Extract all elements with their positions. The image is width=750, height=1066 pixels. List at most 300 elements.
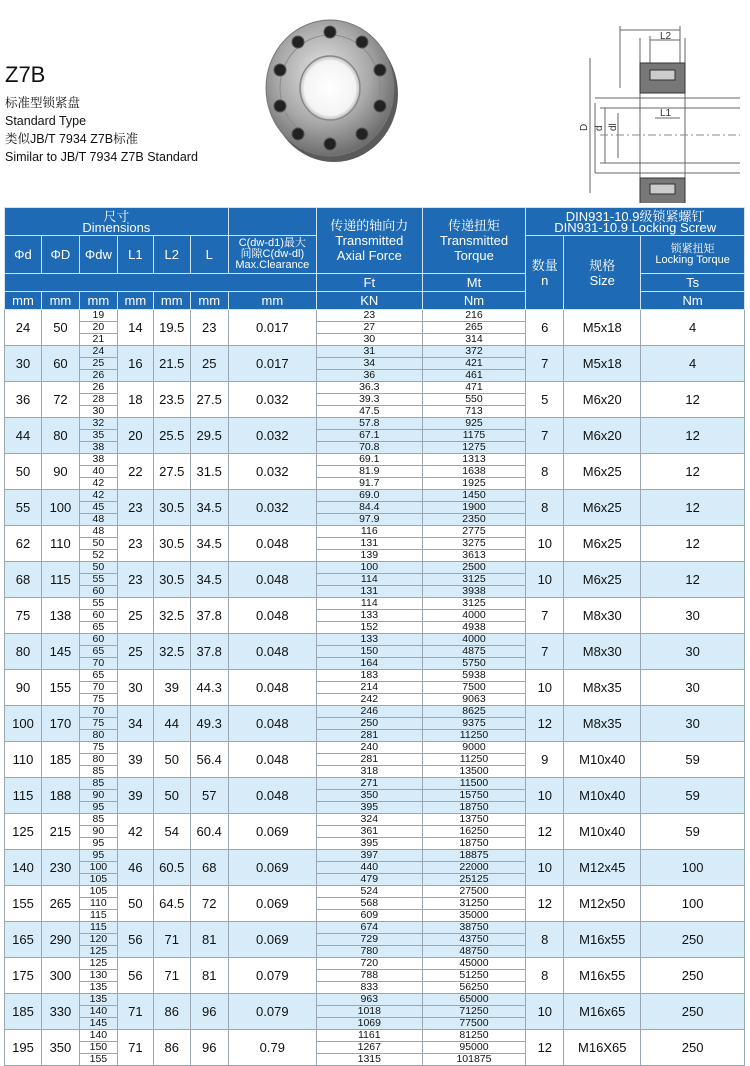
cell-mt-value: 4938	[462, 621, 486, 633]
cell-ts: 4	[641, 310, 745, 346]
cell-ft-value: 164	[360, 657, 379, 669]
cell-mt-value: 1313	[423, 454, 526, 466]
cell-L: 96	[190, 1030, 228, 1066]
cell-ft	[316, 922, 422, 958]
cell-mt-value: 31250	[423, 898, 526, 910]
cell-mt	[422, 418, 526, 454]
cell-L1: 16	[117, 346, 153, 382]
cell-clearance: 0.079	[228, 958, 316, 994]
cell-dw-value: 85	[80, 814, 117, 826]
cell-ft	[316, 742, 422, 778]
cell-d: 90	[5, 670, 42, 706]
cell-qty: 5	[526, 382, 564, 418]
cell-D: 350	[41, 1030, 79, 1066]
cell-dw-value: 55	[80, 574, 117, 586]
cell-ft	[316, 562, 422, 598]
cell-d: 50	[5, 454, 42, 490]
cell-ft	[316, 490, 422, 526]
table-row	[5, 562, 745, 598]
cell-ft	[316, 634, 422, 670]
desc-line-en-type: Standard Type	[5, 114, 87, 128]
cell-L: 81	[190, 922, 228, 958]
cell-L: 60.4	[190, 814, 228, 850]
cell-qty: 10	[526, 526, 564, 562]
cell-L2: 23.5	[153, 382, 190, 418]
cell-mt	[422, 850, 526, 886]
table-row	[5, 742, 745, 778]
cell-qty: 8	[526, 922, 564, 958]
qty-cn: 数量	[531, 257, 558, 273]
cell-dw-value: 155	[89, 1053, 108, 1065]
cell-ft-value: 350	[317, 790, 422, 802]
cell-dw-value: 50	[80, 538, 117, 550]
cell-L2: 32.5	[153, 634, 190, 670]
cell-dw-value: 110	[80, 898, 117, 910]
cell-dw-value: 60	[80, 634, 117, 646]
torque-cn: 传递扭矩	[447, 218, 500, 233]
cell-dw	[79, 562, 117, 598]
cell-qty: 10	[526, 850, 564, 886]
cell-ts: 12	[641, 418, 745, 454]
col-size	[564, 236, 641, 310]
desc-line-cn-type: 标准型锁紧盘	[5, 96, 81, 110]
cell-L: 27.5	[190, 382, 228, 418]
cell-qty: 7	[526, 418, 564, 454]
cell-ft-value: 36	[363, 369, 376, 381]
cell-dw-value: 75	[80, 718, 117, 730]
col-D: ΦD	[41, 236, 79, 274]
cell-ts: 30	[641, 598, 745, 634]
cell-dw-value: 45	[80, 502, 117, 514]
cell-dw-value: 95	[92, 837, 105, 849]
cell-dw-value: 105	[80, 886, 117, 898]
cell-mt-value: 2500	[423, 562, 526, 574]
cell-dw-value: 75	[80, 742, 117, 754]
cell-mt-value: 7500	[423, 682, 526, 694]
cell-ts: 30	[641, 670, 745, 706]
cell-ft	[316, 346, 422, 382]
cell-D: 115	[41, 562, 79, 598]
cell-d: 125	[5, 814, 42, 850]
clear-cn2: 间隙C(dw-dl)	[240, 248, 305, 260]
cell-D: 290	[41, 922, 79, 958]
cell-ft	[316, 850, 422, 886]
label-d1: dl	[608, 123, 619, 131]
cell-mt-value: 22000	[423, 862, 526, 874]
cell-d: 175	[5, 958, 42, 994]
cell-D: 110	[41, 526, 79, 562]
cell-mt-value: 13500	[459, 765, 489, 777]
cell-mt	[422, 598, 526, 634]
cell-mt-value: 550	[423, 394, 526, 406]
cell-mt-value: 9063	[462, 693, 486, 705]
cell-ft-value: 963	[317, 994, 422, 1006]
cell-qty: 7	[526, 598, 564, 634]
cell-dw	[79, 634, 117, 670]
cell-clearance: 0.069	[228, 814, 316, 850]
cell-ft-value: 780	[360, 945, 379, 957]
cell-d: 68	[5, 562, 42, 598]
cell-ft-value: 271	[317, 778, 422, 790]
cell-clearance: 0.069	[228, 886, 316, 922]
cell-ft	[316, 598, 422, 634]
cell-clearance: 0.048	[228, 742, 316, 778]
unit-L2: mm	[153, 292, 190, 310]
cell-qty: 12	[526, 886, 564, 922]
spec-table-body	[5, 310, 745, 1066]
cell-dw-value: 80	[80, 754, 117, 766]
table-row	[5, 382, 745, 418]
screw-cn: DIN931-10.9级锁紧螺钉	[565, 208, 705, 224]
cell-dw-value: 55	[80, 598, 117, 610]
table-row	[5, 598, 745, 634]
cell-mt-value: 713	[465, 405, 483, 417]
cell-ft-value: 1161	[317, 1030, 422, 1042]
cell-size: M6x25	[564, 562, 641, 598]
cell-ft-value: 30	[363, 333, 376, 345]
cell-clearance: 0.048	[228, 526, 316, 562]
cell-mt-value: 3613	[462, 549, 486, 561]
cell-dw-value: 85	[80, 778, 117, 790]
cell-mt-value: 38750	[423, 922, 526, 934]
cell-mt-value: 35000	[459, 909, 489, 921]
cell-dw-value: 24	[80, 346, 117, 358]
cell-d: 24	[5, 310, 42, 346]
cell-mt-value: 81250	[423, 1030, 526, 1042]
cell-ft-value: 116	[317, 526, 422, 538]
cell-size: M8x30	[564, 634, 641, 670]
cell-size: M6x25	[564, 526, 641, 562]
cell-ts: 4	[641, 346, 745, 382]
cell-D: 50	[41, 310, 79, 346]
cell-clearance: 0.069	[228, 850, 316, 886]
cell-mt-value: 421	[423, 358, 526, 370]
cell-mt-value: 1275	[462, 441, 486, 453]
cell-mt	[422, 670, 526, 706]
cell-qty: 7	[526, 634, 564, 670]
cell-L2: 50	[153, 778, 190, 814]
cell-ts: 250	[641, 994, 745, 1030]
cell-mt-value: 1175	[423, 430, 526, 442]
cell-dw-value: 80	[92, 729, 105, 741]
unit-dw: mm	[79, 292, 117, 310]
cell-ts: 12	[641, 454, 745, 490]
cell-L1: 22	[117, 454, 153, 490]
cell-ft	[316, 670, 422, 706]
cell-dw-value: 140	[80, 1030, 117, 1042]
lt-en: Locking Torque	[655, 253, 730, 266]
cell-qty: 8	[526, 490, 564, 526]
cell-d: 80	[5, 634, 42, 670]
table-row	[5, 346, 745, 382]
cell-mt-value: 461	[465, 369, 483, 381]
cell-L2: 30.5	[153, 562, 190, 598]
cell-dw-value: 135	[80, 994, 117, 1006]
cell-dw-value: 125	[80, 958, 117, 970]
cell-size: M5x18	[564, 346, 641, 382]
cell-mt-value: 77500	[459, 1017, 489, 1029]
cell-size: M16x65	[564, 994, 641, 1030]
cell-mt-value: 372	[423, 346, 526, 358]
spec-table	[4, 207, 745, 1066]
cell-ts: 12	[641, 526, 745, 562]
cell-dw-value: 48	[92, 513, 105, 525]
cell-L2: 32.5	[153, 598, 190, 634]
cell-dw-value: 38	[80, 454, 117, 466]
cell-dw-value: 48	[80, 526, 117, 538]
cell-dw-value: 125	[89, 945, 108, 957]
cell-L2: 39	[153, 670, 190, 706]
cell-dw	[79, 310, 117, 346]
cell-ts: 250	[641, 958, 745, 994]
cell-clearance: 0.032	[228, 454, 316, 490]
cell-qty: 8	[526, 454, 564, 490]
cell-ts: 30	[641, 706, 745, 742]
cell-size: M6x20	[564, 382, 641, 418]
cell-ts: 59	[641, 814, 745, 850]
cell-mt-value: 16250	[423, 826, 526, 838]
cell-d: 155	[5, 886, 42, 922]
col-d: Φd	[5, 236, 42, 274]
cell-ft-value: 70.8	[359, 441, 380, 453]
cell-L1: 25	[117, 598, 153, 634]
cell-ft-value: 133	[317, 610, 422, 622]
col-L1: L1	[117, 236, 153, 274]
col-L2: L2	[153, 236, 190, 274]
col-dw: Φdw	[79, 236, 117, 274]
cell-dw-value: 70	[80, 682, 117, 694]
cell-dw-value: 42	[92, 477, 105, 489]
cell-mt	[422, 490, 526, 526]
cell-L: 25	[190, 346, 228, 382]
cell-size: M6x20	[564, 418, 641, 454]
cell-ft-value: 150	[317, 646, 422, 658]
cell-mt-value: 4875	[423, 646, 526, 658]
cell-mt	[422, 742, 526, 778]
cell-L: 29.5	[190, 418, 228, 454]
cell-mt-value: 314	[465, 333, 483, 345]
cell-dw	[79, 958, 117, 994]
cell-ft-value: 318	[360, 765, 379, 777]
table-row	[5, 490, 745, 526]
cell-ft-value: 1018	[317, 1006, 422, 1018]
cell-dw-value: 65	[92, 621, 105, 633]
cell-L1: 23	[117, 526, 153, 562]
size-cn: 规格	[589, 257, 616, 273]
cell-ft-value: 97.9	[359, 513, 380, 525]
cell-size: M6x25	[564, 490, 641, 526]
cell-ft-value: 133	[317, 634, 422, 646]
cell-ft-value: 788	[317, 970, 422, 982]
cell-d: 75	[5, 598, 42, 634]
table-row	[5, 814, 745, 850]
cell-ft-value: 246	[317, 706, 422, 718]
cell-ft-value: 131	[317, 538, 422, 550]
cell-size: M8x35	[564, 706, 641, 742]
cell-mt-value: 1450	[423, 490, 526, 502]
unit-mt: Nm	[422, 292, 526, 310]
cell-dw-value: 95	[92, 801, 105, 813]
cell-clearance: 0.069	[228, 922, 316, 958]
cell-clearance: 0.048	[228, 598, 316, 634]
cell-ft-value: 1069	[357, 1017, 381, 1029]
cell-ft	[316, 886, 422, 922]
cell-size: M16X65	[564, 1030, 641, 1066]
table-row	[5, 526, 745, 562]
cell-dw-value: 32	[80, 418, 117, 430]
cell-mt	[422, 886, 526, 922]
cell-ft-value: 397	[317, 850, 422, 862]
cell-L1: 30	[117, 670, 153, 706]
cell-ft-value: 67.1	[317, 430, 422, 442]
cell-ft-value: 361	[317, 826, 422, 838]
cell-dw	[79, 454, 117, 490]
qty-en: n	[541, 272, 549, 288]
cell-dw-value: 120	[80, 934, 117, 946]
cell-L1: 71	[117, 994, 153, 1030]
cell-clearance: 0.032	[228, 418, 316, 454]
cell-mt	[422, 454, 526, 490]
cross-section-drawing	[540, 18, 740, 203]
cell-L1: 23	[117, 562, 153, 598]
cell-mt-value: 25125	[459, 873, 489, 885]
cell-mt-value: 216	[423, 310, 526, 322]
header-section	[0, 0, 750, 205]
cell-ft-value: 47.5	[359, 405, 380, 417]
cell-ft-value: 114	[317, 598, 422, 610]
cell-mt-value: 471	[423, 382, 526, 394]
cell-mt-value: 8625	[423, 706, 526, 718]
cell-D: 215	[41, 814, 79, 850]
table-row	[5, 418, 745, 454]
label-L1: L1	[660, 108, 672, 119]
table-row	[5, 850, 745, 886]
product-photo	[262, 4, 402, 169]
desc-line-en-standard: Similar to JB/T 7934 Z7B Standard	[5, 150, 198, 164]
cell-d: 55	[5, 490, 42, 526]
cell-L: 57	[190, 778, 228, 814]
cell-D: 90	[41, 454, 79, 490]
cell-size: M6x25	[564, 454, 641, 490]
cell-ft-value: 31	[317, 346, 422, 358]
cell-mt	[422, 922, 526, 958]
cell-mt-value: 101875	[456, 1053, 492, 1065]
col-qty	[526, 236, 564, 310]
cell-dw-value: 105	[89, 873, 108, 885]
cell-dw-value: 42	[80, 490, 117, 502]
cell-mt-value: 27500	[423, 886, 526, 898]
screw-en: DIN931-10.9 Locking Screw	[554, 219, 717, 235]
cell-mt-value: 18875	[423, 850, 526, 862]
cell-ft-value: 240	[317, 742, 422, 754]
cell-dw-value: 38	[92, 441, 105, 453]
cell-clearance: 0.017	[228, 310, 316, 346]
cell-dw-value: 20	[80, 322, 117, 334]
cell-L: 56.4	[190, 742, 228, 778]
cell-D: 72	[41, 382, 79, 418]
cell-dw-value: 95	[80, 850, 117, 862]
dimensions-group-header	[5, 208, 229, 236]
cell-ts: 250	[641, 922, 745, 958]
cell-size: M16x55	[564, 958, 641, 994]
cell-ft-value: 84.4	[317, 502, 422, 514]
cell-d: 110	[5, 742, 42, 778]
cell-dw	[79, 994, 117, 1030]
cell-ft-value: 214	[317, 682, 422, 694]
cell-dw-value: 145	[89, 1017, 108, 1029]
cell-qty: 12	[526, 814, 564, 850]
cell-mt-value: 15750	[423, 790, 526, 802]
cell-L1: 71	[117, 1030, 153, 1066]
unit-ft: KN	[316, 292, 422, 310]
cell-L2: 27.5	[153, 454, 190, 490]
cell-L: 68	[190, 850, 228, 886]
cell-L: 34.5	[190, 490, 228, 526]
cell-ft	[316, 958, 422, 994]
cell-dw	[79, 346, 117, 382]
cell-qty: 9	[526, 742, 564, 778]
cell-dw-value: 35	[80, 430, 117, 442]
cell-L: 72	[190, 886, 228, 922]
model-description	[5, 94, 198, 166]
cell-ft-value: 152	[360, 621, 379, 633]
cell-dw-value: 25	[80, 358, 117, 370]
label-L2: L2	[660, 31, 672, 42]
cell-dw-value: 65	[80, 646, 117, 658]
cell-L: 96	[190, 994, 228, 1030]
cell-size: M10x40	[564, 778, 641, 814]
cell-mt	[422, 382, 526, 418]
cell-ft-value: 131	[360, 585, 379, 597]
cell-d: 195	[5, 1030, 42, 1066]
cell-mt-value: 9000	[423, 742, 526, 754]
dimensions-en: Dimensions	[82, 219, 151, 235]
cell-d: 185	[5, 994, 42, 1030]
cell-L: 23	[190, 310, 228, 346]
cell-mt	[422, 706, 526, 742]
table-row	[5, 310, 745, 346]
table-row	[5, 454, 745, 490]
cell-dw-value: 60	[92, 585, 105, 597]
cell-mt-value: 3938	[462, 585, 486, 597]
cell-mt	[422, 526, 526, 562]
cell-ft	[316, 418, 422, 454]
table-row	[5, 886, 745, 922]
cell-qty: 10	[526, 562, 564, 598]
clear-cn1: C(dw-d1)最大	[238, 237, 306, 249]
cell-dw-value: 30	[92, 405, 105, 417]
axial-en1: Transmitted	[335, 233, 404, 248]
col-mt: Mt	[422, 274, 526, 292]
cell-dw-value: 65	[80, 670, 117, 682]
cell-dw-value: 115	[90, 909, 107, 921]
cell-mt-value: 18750	[459, 837, 489, 849]
cell-ft-value: 39.3	[317, 394, 422, 406]
cell-mt-value: 3275	[423, 538, 526, 550]
cell-dw-value: 70	[80, 706, 117, 718]
cell-qty: 10	[526, 670, 564, 706]
cell-L1: 50	[117, 886, 153, 922]
cell-dw-value: 21	[92, 333, 105, 345]
cell-dw	[79, 382, 117, 418]
cell-ft	[316, 1030, 422, 1066]
cell-ft	[316, 454, 422, 490]
cell-D: 170	[41, 706, 79, 742]
cell-ts: 12	[641, 562, 745, 598]
cell-L1: 56	[117, 958, 153, 994]
cell-mt	[422, 814, 526, 850]
cell-mt-value: 11500	[423, 778, 526, 790]
